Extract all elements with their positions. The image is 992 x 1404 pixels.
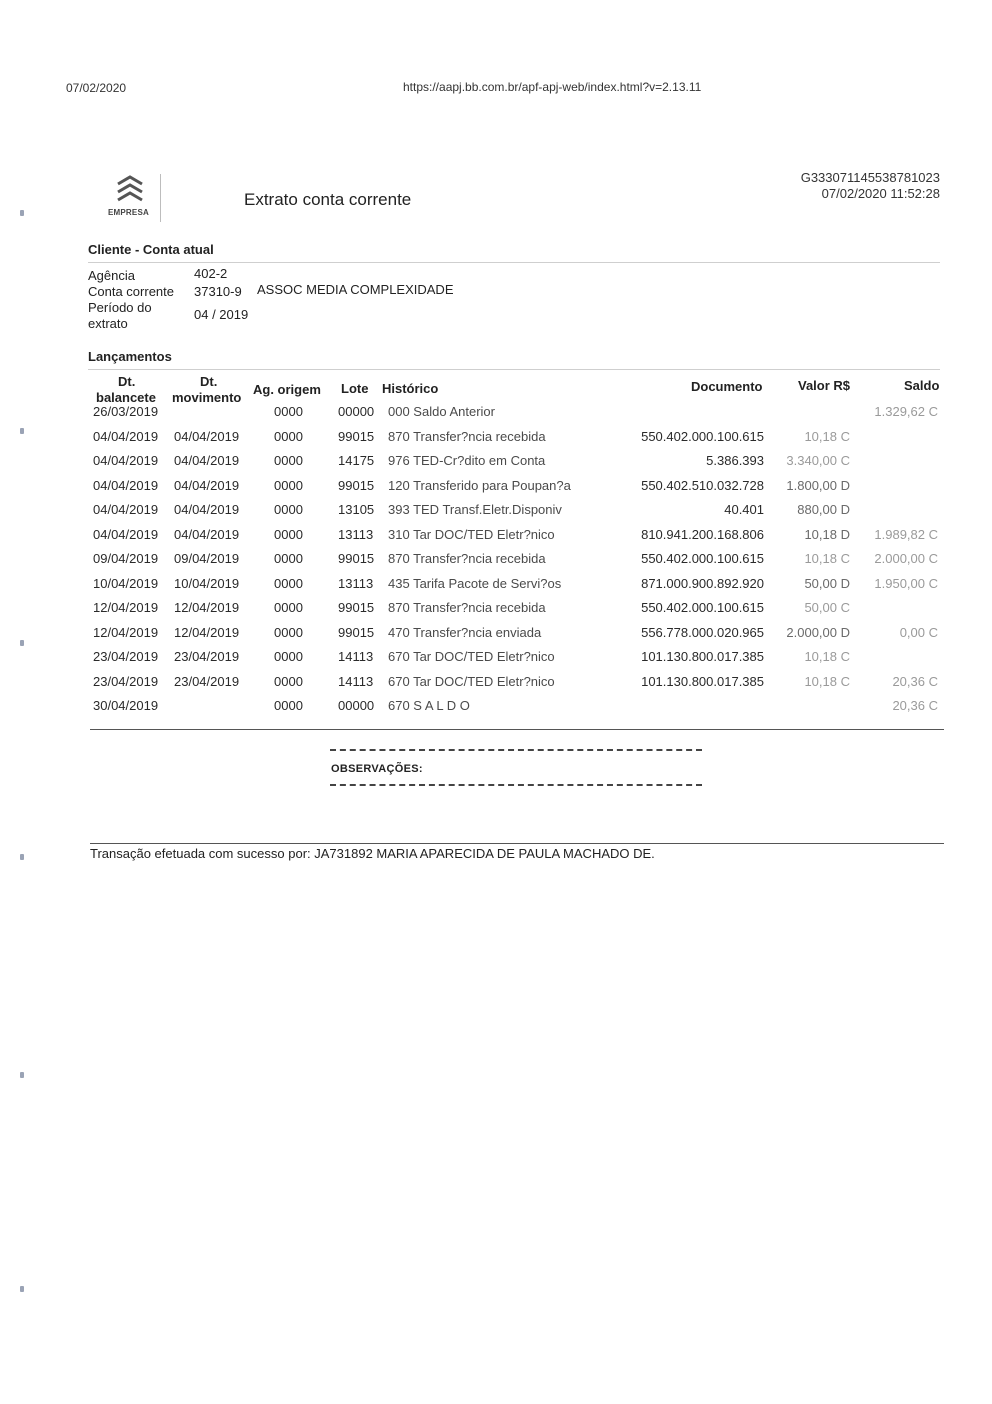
th-documento: Documento [691, 379, 763, 394]
cell-valor: 3.340,00 C [786, 453, 850, 468]
cell-ag-origem: 0000 [274, 575, 303, 591]
cell-saldo: 1.950,00 C [874, 575, 938, 591]
cell-dt-movimento: 04/04/2019 [174, 428, 240, 444]
logo-label: EMPRESA [108, 208, 149, 217]
cell-documento: 550.402.000.100.615 [641, 600, 764, 615]
cell-dt-movimento: 12/04/2019 [174, 600, 240, 615]
table-row [0, 527, 992, 551]
cell-historico: 470 Transfer?ncia enviada [388, 624, 542, 640]
table-row [0, 698, 992, 722]
cell-ag-origem: 0000 [274, 624, 303, 640]
observacoes-bottom-dashes [330, 784, 702, 786]
th-historico: Histórico [382, 381, 439, 396]
cell-documento: 556.778.000.020.965 [641, 624, 764, 640]
table-row [0, 649, 992, 673]
agencia-value: 402-2 [194, 266, 228, 281]
cell-historico: 310 Tar DOC/TED Eletr?nico [388, 526, 555, 542]
cell-dt-balancete: 04/04/2019 [93, 526, 159, 542]
cell-historico: 670 S A L D O [388, 698, 470, 713]
cell-ag-origem: 0000 [274, 453, 303, 468]
cell-ag-origem: 0000 [274, 698, 303, 713]
bank-logo [88, 172, 160, 222]
document-id: G333071145538781023 [800, 170, 940, 185]
print-date: 07/02/2020 [66, 81, 127, 95]
agencia-label: Agência [88, 268, 135, 283]
cell-valor: 2.000,00 D [786, 624, 850, 640]
cell-dt-balancete: 23/04/2019 [93, 673, 159, 689]
cell-ag-origem: 0000 [274, 600, 303, 615]
table-row [0, 625, 992, 649]
cell-dt-balancete: 23/04/2019 [93, 649, 159, 664]
periodo-value: 04 / 2019 [194, 307, 249, 322]
cell-documento: 5.386.393 [706, 453, 764, 468]
cell-historico: 393 TED Transf.Eletr.Disponiv [388, 502, 562, 517]
cell-dt-balancete: 10/04/2019 [93, 575, 159, 591]
cell-ag-origem: 0000 [274, 649, 303, 664]
client-section-rule [88, 262, 940, 263]
table-row [0, 600, 992, 624]
cell-dt-balancete: 26/03/2019 [93, 404, 159, 419]
cell-historico: 976 TED-Cr?dito em Conta [388, 453, 546, 468]
cell-dt-balancete: 09/04/2019 [93, 551, 159, 566]
cell-lote: 99015 [338, 551, 375, 566]
cell-valor: 1.800,00 D [786, 477, 850, 493]
cell-valor: 10,18 D [804, 526, 850, 542]
table-row [0, 674, 992, 698]
table-row [0, 429, 992, 453]
document-id-block [801, 170, 940, 202]
table-bottom-rule [90, 729, 944, 730]
cell-dt-balancete: 12/04/2019 [93, 624, 159, 640]
cell-lote: 00000 [338, 698, 375, 713]
cell-lote: 99015 [338, 600, 375, 615]
th-dt-balancete-2: balancete [96, 390, 156, 405]
observacoes-top-dashes [330, 749, 702, 751]
cell-documento: 810.941.200.168.806 [641, 526, 764, 542]
cell-historico: 670 Tar DOC/TED Eletr?nico [388, 673, 555, 689]
cell-documento: 101.130.800.017.385 [641, 649, 764, 664]
cell-ag-origem: 0000 [274, 428, 303, 444]
cell-ag-origem: 0000 [274, 477, 303, 493]
cell-lote: 99015 [338, 477, 375, 493]
cell-valor: 880,00 D [797, 502, 850, 517]
cell-historico: 870 Transfer?ncia recebida [388, 428, 546, 444]
table-row [0, 576, 992, 600]
table-row [0, 502, 992, 526]
cell-dt-balancete: 12/04/2019 [93, 600, 159, 615]
cell-lote: 13105 [338, 502, 375, 517]
cell-historico: 870 Transfer?ncia recebida [388, 600, 546, 615]
cell-dt-movimento: 10/04/2019 [174, 575, 240, 591]
table-row [0, 478, 992, 502]
cell-documento: 871.000.900.892.920 [641, 575, 764, 591]
cell-ag-origem: 0000 [274, 551, 303, 566]
cell-saldo: 1.989,82 C [874, 526, 938, 542]
cell-historico: 435 Tarifa Pacote de Servi?os [388, 575, 562, 591]
cell-saldo: 2.000,00 C [874, 551, 938, 566]
cell-historico: 120 Transferido para Poupan?a [388, 477, 571, 493]
print-url: https://aapj.bb.com.br/apf-apj-web/index.html?v=2.13.11 [403, 80, 702, 94]
page-title: Extrato conta corrente [244, 190, 412, 209]
cell-dt-balancete: 04/04/2019 [93, 477, 159, 493]
cell-documento: 550.402.000.100.615 [641, 551, 764, 566]
th-dt-movimento-1: Dt. [200, 374, 218, 389]
th-valor: Valor R$ [798, 378, 851, 393]
cell-ag-origem: 0000 [274, 404, 303, 419]
table-row [0, 551, 992, 575]
conta-label: Conta corrente [88, 284, 174, 299]
cell-dt-movimento: 23/04/2019 [174, 649, 240, 664]
cell-valor: 10,18 C [804, 428, 850, 444]
cell-dt-movimento: 09/04/2019 [174, 551, 240, 566]
th-dt-balancete-1: Dt. [118, 374, 136, 389]
cell-dt-movimento: 04/04/2019 [174, 453, 240, 468]
cell-documento: 101.130.800.017.385 [641, 673, 764, 689]
cell-saldo: 0,00 C [899, 624, 938, 640]
cell-dt-balancete: 04/04/2019 [93, 502, 159, 517]
cell-historico: 670 Tar DOC/TED Eletr?nico [388, 649, 555, 664]
periodo-label-1: Período do [88, 300, 152, 315]
cell-valor: 10,18 C [804, 649, 850, 664]
observacoes-label: OBSERVAÇÕES: [331, 763, 423, 775]
table-row [0, 453, 992, 477]
cell-lote: 99015 [338, 624, 375, 640]
logo-divider [160, 174, 161, 222]
cell-valor: 10,18 C [804, 551, 850, 566]
cell-documento: 550.402.510.032.728 [641, 477, 764, 493]
th-dt-movimento-2: movimento [172, 390, 242, 405]
cell-ag-origem: 0000 [274, 526, 303, 542]
cell-dt-movimento: 12/04/2019 [174, 624, 240, 640]
th-lote: Lote [341, 381, 369, 396]
cell-dt-movimento: 23/04/2019 [174, 673, 240, 689]
cell-lote: 14113 [338, 673, 374, 689]
cell-lote: 00000 [338, 404, 375, 419]
document-datetime: 07/02/2020 11:52:28 [821, 186, 940, 201]
cell-dt-movimento: 04/04/2019 [174, 526, 240, 542]
lancamentos-section-title: Lançamentos [88, 349, 172, 364]
footer-rule [90, 843, 944, 844]
th-saldo: Saldo [904, 378, 940, 393]
cell-dt-movimento: 04/04/2019 [174, 502, 240, 517]
cell-lote: 13113 [338, 526, 374, 542]
cell-valor: 50,00 C [804, 600, 850, 615]
cell-saldo: 20,36 C [892, 698, 938, 713]
cell-ag-origem: 0000 [274, 673, 303, 689]
conta-name: ASSOC MEDIA COMPLEXIDADE [257, 282, 454, 297]
client-section-title: Cliente - Conta atual [88, 242, 214, 257]
cell-lote: 99015 [338, 428, 375, 444]
cell-documento: 40.401 [724, 502, 764, 517]
th-ag-origem: Ag. origem [253, 382, 321, 397]
table-row [0, 404, 992, 428]
cell-lote: 13113 [338, 575, 374, 591]
conta-value: 37310-9 [194, 284, 242, 299]
cell-historico: 870 Transfer?ncia recebida [388, 551, 546, 566]
cell-dt-balancete: 04/04/2019 [93, 453, 159, 468]
cell-dt-balancete: 30/04/2019 [93, 698, 159, 713]
cell-lote: 14113 [338, 649, 374, 664]
cell-dt-balancete: 04/04/2019 [93, 428, 159, 444]
cell-valor: 10,18 C [804, 673, 850, 689]
cell-saldo: 1.329,62 C [874, 404, 938, 419]
bank-logo-icon [110, 174, 150, 208]
periodo-label-2: extrato [88, 316, 128, 331]
cell-historico: 000 Saldo Anterior [388, 404, 495, 419]
footer-transaction-text: Transação efetuada com sucesso por: JA731892 MARIA APARECIDA DE PAULA MACHADO DE. [90, 846, 655, 861]
cell-dt-movimento: 04/04/2019 [174, 477, 240, 493]
cell-lote: 14175 [338, 453, 375, 468]
cell-ag-origem: 0000 [274, 502, 303, 517]
lancamentos-section-rule [88, 369, 940, 370]
cell-saldo: 20,36 C [892, 673, 938, 689]
cell-valor: 50,00 D [804, 575, 850, 591]
cell-documento: 550.402.000.100.615 [641, 428, 764, 444]
